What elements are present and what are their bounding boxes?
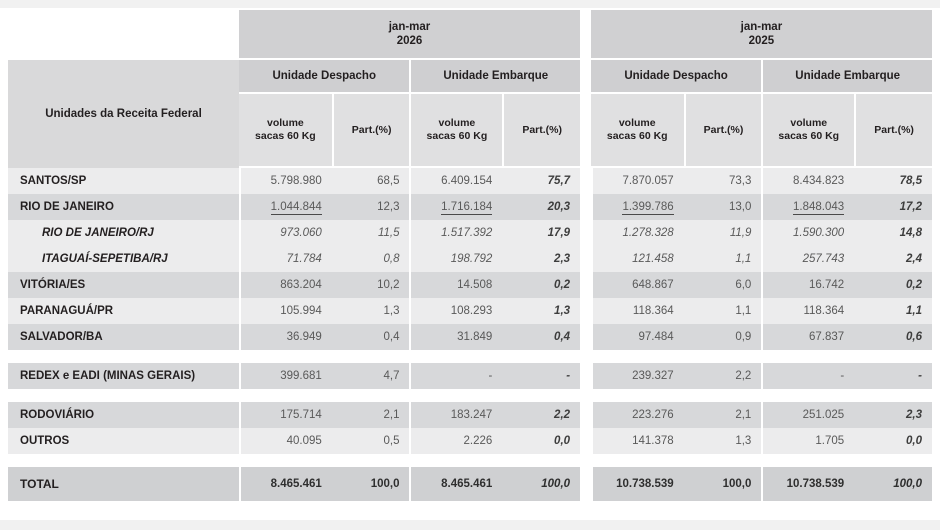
table-row [8,298,932,324]
cell-2025-despacho-part: 13,0 [684,194,762,220]
cell-2025-embarque-volume: 1.705 [761,428,854,454]
table-body [8,168,932,501]
row-label: RIO DE JANEIRO/RJ [8,220,239,246]
cell-2026-embarque-volume: 14.508 [409,272,502,298]
cell-2025-embarque-part: 1,1 [854,298,932,324]
cell-value-underlined: 1.399.786 [622,201,674,213]
cell-2026-despacho-part: 1,3 [332,298,410,324]
row-group-gap [580,194,591,220]
cell-2026-embarque-part: 20,3 [502,194,580,220]
cell-2026-embarque-part: - [502,363,580,389]
row-label: SANTOS/SP [8,168,239,194]
cell-2026-despacho-volume [239,194,332,220]
cell-2026-embarque-part: 17,9 [502,220,580,246]
cell-2025-despacho-part: 2,1 [684,402,762,428]
cell-2025-despacho-volume [591,194,684,220]
coffee-export-units-table [8,10,932,501]
table-row [8,246,932,272]
header-2025-despacho-part: Part.(%) [684,92,762,166]
cell-2025-despacho-part: 6,0 [684,272,762,298]
cell-2026-despacho-volume: 175.714 [239,402,332,428]
cell-2025-embarque-part: 2,3 [854,402,932,428]
cell-2025-embarque-part: 0,6 [854,324,932,350]
cell-2025-embarque-volume: 16.742 [761,272,854,298]
cell-value-underlined: 1.044.844 [270,201,322,213]
cell-2025-despacho-part: 0,9 [684,324,762,350]
row-group-gap [580,402,591,428]
header-volume-line2: sacas 60 Kg [255,130,316,142]
cell-2026-embarque-part: 0,4 [502,324,580,350]
row-label: SALVADOR/BA [8,324,239,350]
header-period-2026-month: jan-mar [388,21,431,33]
cell-2026-embarque-volume: 198.792 [409,246,502,272]
total-cell-2026-despacho-volume: 8.465.461 [239,467,332,501]
row-group-gap [580,298,591,324]
cell-2025-despacho-part: 1,1 [684,298,762,324]
bottom-margin-bar [0,520,940,530]
header-period-2025-month: jan-mar [740,21,783,33]
cell-2025-despacho-part: 1,1 [684,246,762,272]
cell-2025-despacho-volume: 1.278.328 [591,220,684,246]
cell-2026-embarque-part: 1,3 [502,298,580,324]
table-row [8,272,932,298]
cell-2025-embarque-part: 2,4 [854,246,932,272]
row-label: OUTROS [8,428,239,454]
header-2025-despacho-volume [591,92,684,166]
row-group-spacer-cell [8,350,932,363]
header-2026-embarque-volume [409,92,502,166]
row-group-spacer-cell [8,389,932,402]
cell-2026-despacho-volume: 399.681 [239,363,332,389]
cell-2025-embarque-volume [761,194,854,220]
cell-2026-embarque-part: 2,2 [502,402,580,428]
row-group-spacer [8,454,932,467]
row-label: RIO DE JANEIRO [8,194,239,220]
header-2026-despacho: Unidade Despacho [239,60,410,92]
cell-2026-embarque-part: 2,3 [502,246,580,272]
cell-2026-despacho-part: 10,2 [332,272,410,298]
cell-2026-despacho-volume: 71.784 [239,246,332,272]
cell-2025-despacho-part: 1,3 [684,428,762,454]
cell-2026-embarque-volume: - [409,363,502,389]
header-period-2025 [591,10,932,58]
row-group-gap [580,272,591,298]
cell-value-underlined: 1.848.043 [792,201,845,213]
row-label: ITAGUAÍ-SEPETIBA/RJ [8,246,239,272]
cell-2025-embarque-part: 78,5 [854,168,932,194]
cell-2026-despacho-part: 12,3 [332,194,410,220]
cell-2025-embarque-part: 0,0 [854,428,932,454]
table-row [8,363,932,389]
header-2026-despacho-part: Part.(%) [332,92,410,166]
header-volume-line1: volume [438,117,476,129]
cell-2026-despacho-volume: 863.204 [239,272,332,298]
table-row [8,220,932,246]
header-group-gap [580,10,591,58]
row-group-spacer [8,350,932,363]
cell-2026-embarque-volume: 1.517.392 [409,220,502,246]
row-group-gap [580,220,591,246]
total-row-label: TOTAL [8,467,239,501]
header-2025-embarque-volume [761,92,854,166]
total-cell-2025-embarque-volume: 10.738.539 [761,467,854,501]
header-2025-despacho: Unidade Despacho [591,60,762,92]
cell-2025-despacho-part: 11,9 [684,220,762,246]
total-cell-2025-despacho-volume: 10.738.539 [591,467,684,501]
header-volume-line1: volume [266,117,304,129]
header-period-row [8,10,932,58]
header-metric-gap [580,92,591,166]
header-row-label: Unidades da Receita Federal [8,60,239,168]
row-label: VITÓRIA/ES [8,272,239,298]
cell-2026-embarque-part: 0,2 [502,272,580,298]
cell-2026-despacho-part: 4,7 [332,363,410,389]
total-cell-2025-embarque-part: 100,0 [854,467,932,501]
cell-2025-embarque-volume: 8.434.823 [761,168,854,194]
header-2026-despacho-volume [239,92,332,166]
cell-2025-despacho-volume: 239.327 [591,363,684,389]
table-row [8,168,932,194]
cell-2026-despacho-part: 2,1 [332,402,410,428]
total-cell-2026-embarque-part: 100,0 [502,467,580,501]
row-group-gap [580,246,591,272]
cell-2026-despacho-part: 68,5 [332,168,410,194]
header-period-2026-year: 2026 [396,35,423,47]
cell-2026-embarque-volume [409,194,502,220]
header-volume-line2: sacas 60 Kg [778,130,840,142]
total-row-gap [580,467,591,501]
row-group-spacer-cell [8,454,932,467]
row-group-gap [580,324,591,350]
row-group-gap [580,168,591,194]
cell-2025-despacho-part: 2,2 [684,363,762,389]
top-margin-bar [0,0,940,8]
cell-2025-embarque-volume: - [761,363,854,389]
row-label: PARANAGUÁ/PR [8,298,239,324]
header-volume-line1: volume [790,117,828,129]
total-cell-2026-embarque-volume: 8.465.461 [409,467,502,501]
total-row [8,467,932,501]
cell-2025-embarque-volume: 251.025 [761,402,854,428]
cell-2025-embarque-volume: 257.743 [761,246,854,272]
total-cell-2025-despacho-part: 100,0 [684,467,762,501]
header-period-2026 [239,10,580,58]
cell-2026-embarque-volume: 2.226 [409,428,502,454]
cell-2026-despacho-volume: 40.095 [239,428,332,454]
cell-2025-despacho-volume: 97.484 [591,324,684,350]
header-2025-embarque: Unidade Embarque [761,60,932,92]
cell-2026-embarque-volume: 183.247 [409,402,502,428]
row-group-gap [580,428,591,454]
row-group-spacer [8,389,932,402]
cell-2025-despacho-volume: 141.378 [591,428,684,454]
cell-2025-embarque-volume: 118.364 [761,298,854,324]
cell-2026-embarque-part: 0,0 [502,428,580,454]
header-2026-embarque: Unidade Embarque [409,60,580,92]
cell-2026-despacho-part: 0,4 [332,324,410,350]
cell-2025-embarque-part: 0,2 [854,272,932,298]
row-label: RODOVIÁRIO [8,402,239,428]
cell-2026-despacho-volume: 973.060 [239,220,332,246]
cell-2026-embarque-volume: 31.849 [409,324,502,350]
cell-2025-embarque-part: - [854,363,932,389]
cell-2026-embarque-volume: 108.293 [409,298,502,324]
cell-2026-despacho-volume: 36.949 [239,324,332,350]
table-row [8,324,932,350]
cell-2026-despacho-part: 11,5 [332,220,410,246]
row-group-gap [580,363,591,389]
cell-2025-despacho-volume: 7.870.057 [591,168,684,194]
header-volume-line2: sacas 60 Kg [606,130,668,142]
cell-2025-embarque-volume: 67.837 [761,324,854,350]
cell-2025-embarque-volume: 1.590.300 [761,220,854,246]
cell-2026-despacho-part: 0,8 [332,246,410,272]
table-row [8,428,932,454]
cell-2025-despacho-volume: 118.364 [591,298,684,324]
header-2025-embarque-part: Part.(%) [854,92,932,166]
header-volume-line1: volume [618,117,656,129]
cell-2026-despacho-volume: 5.798.980 [239,168,332,194]
table-row [8,194,932,220]
cell-2025-embarque-part: 17,2 [854,194,932,220]
header-unitgroup-row [8,60,932,92]
cell-2026-embarque-part: 75,7 [502,168,580,194]
cell-2025-despacho-volume: 648.867 [591,272,684,298]
cell-2025-despacho-volume: 223.276 [591,402,684,428]
header-volume-line2: sacas 60 Kg [426,130,488,142]
header-2026-embarque-part: Part.(%) [502,92,580,166]
cell-value-underlined: 1.716.184 [441,201,493,213]
cell-2025-despacho-volume: 121.458 [591,246,684,272]
header-corner-blank [8,10,239,58]
cell-2026-despacho-part: 0,5 [332,428,410,454]
header-unitgroup-gap [580,60,591,92]
cell-2026-despacho-volume: 105.994 [239,298,332,324]
header-period-2025-year: 2025 [748,35,775,47]
cell-2025-embarque-part: 14,8 [854,220,932,246]
table-row [8,402,932,428]
row-label: REDEX e EADI (MINAS GERAIS) [8,363,239,389]
table-header [8,10,932,168]
total-cell-2026-despacho-part: 100,0 [332,467,410,501]
cell-2026-embarque-volume: 6.409.154 [409,168,502,194]
cell-2025-despacho-part: 73,3 [684,168,762,194]
